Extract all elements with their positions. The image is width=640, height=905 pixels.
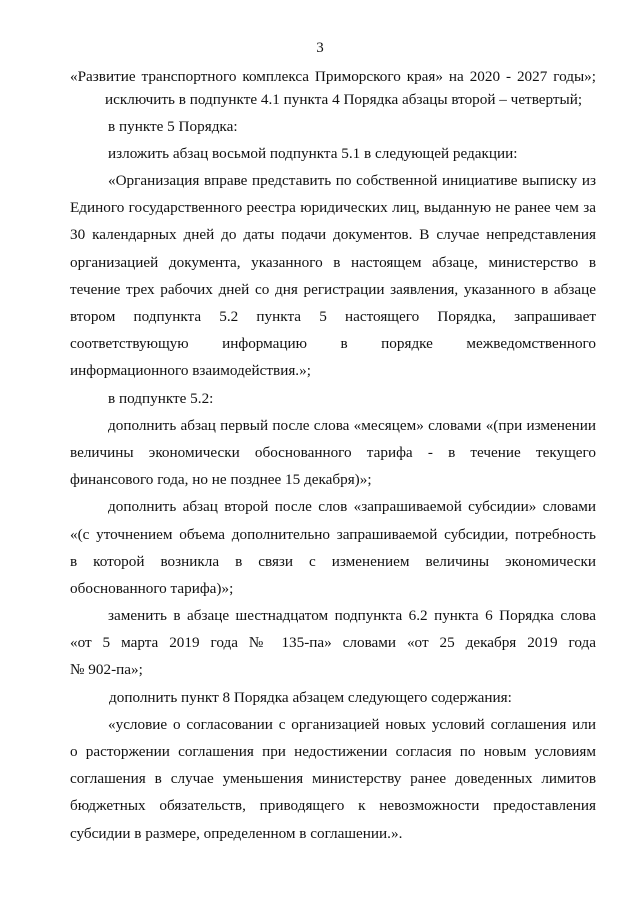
text-line: о расторжении соглашения при недостижении согласия по новым условиям — [70, 743, 596, 760]
text-line: 30 календарных дней до даты подачи документов. В случае непредставления — [70, 226, 596, 244]
text-line: «от 5 марта 2019 года № 135-па» словами «от 25 декабря 2019 года — [70, 634, 596, 652]
text-line: обоснованного тарифа)»; — [70, 579, 234, 597]
text-line: величины экономически обоснованного тарифа - в течение текущего — [70, 443, 596, 461]
page-number: 3 — [316, 40, 324, 56]
text-line: в подпункте 5.2: — [108, 389, 214, 407]
text-line: организацией документа, указанного в настоящем абзаце, министерство в — [70, 253, 596, 271]
text-line: «Организация вправе представить по собственной инициативе выписку из — [108, 172, 596, 190]
text-line: дополнить абзац первый после слова «месяцем» словами «(при изменении — [108, 416, 596, 434]
text-line: соглашения в случае уменьшения министерству ранее доведенных лимитов — [70, 770, 596, 788]
text-line: «(с уточнением объема дополнительно запрашиваемой субсидии, потребность — [70, 525, 596, 543]
text-line: «Развитие транспортного комплекса Приморского края» на 2020 - 2027 годы»; — [70, 68, 596, 85]
text-line: субсидии в размере, определенном в соглашении.». — [70, 824, 403, 842]
text-line: Единого государственного реестра юридических лиц, выданную не ранее чем за — [70, 199, 596, 217]
text-line: № 902-па»; — [70, 661, 143, 679]
text-line: течение трех рабочих дней со дня регистрации заявления, указанного в абзаце — [70, 280, 596, 298]
text-line: бюджетных обязательств, приводящего к невозможности предоставления — [70, 797, 596, 815]
text-line: дополнить пункт 8 Порядка абзацем следующего содержания: — [109, 688, 512, 706]
text-line: исключить в подпункте 4.1 пункта 4 Порядка абзацы второй – четвертый; — [105, 90, 583, 108]
document-body — [70, 66, 596, 845]
text-line: «условие о согласовании с организацией новых условий соглашения или — [108, 715, 596, 733]
text-line: информационного взаимодействия.»; — [70, 362, 311, 380]
text-line: заменить в абзаце шестнадцатом подпункта 6.2 пункта 6 Порядка слова — [108, 607, 596, 625]
text-line: соответствующую информацию в порядке межведомственного — [70, 335, 596, 353]
text-line: финансового года, но не позднее 15 декабря)»; — [70, 471, 372, 489]
text-line: дополнить абзац второй после слов «запрашиваемой субсидии» словами — [108, 498, 596, 516]
text-line: в пункте 5 Порядка: — [108, 117, 238, 135]
text-line: изложить абзац восьмой подпункта 5.1 в следующей редакции: — [108, 144, 518, 162]
text-line: втором подпункта 5.2 пункта 5 настоящего Порядка, запрашивает — [70, 308, 596, 325]
text-line: в которой возникла в связи с изменением величины экономически — [70, 552, 596, 570]
